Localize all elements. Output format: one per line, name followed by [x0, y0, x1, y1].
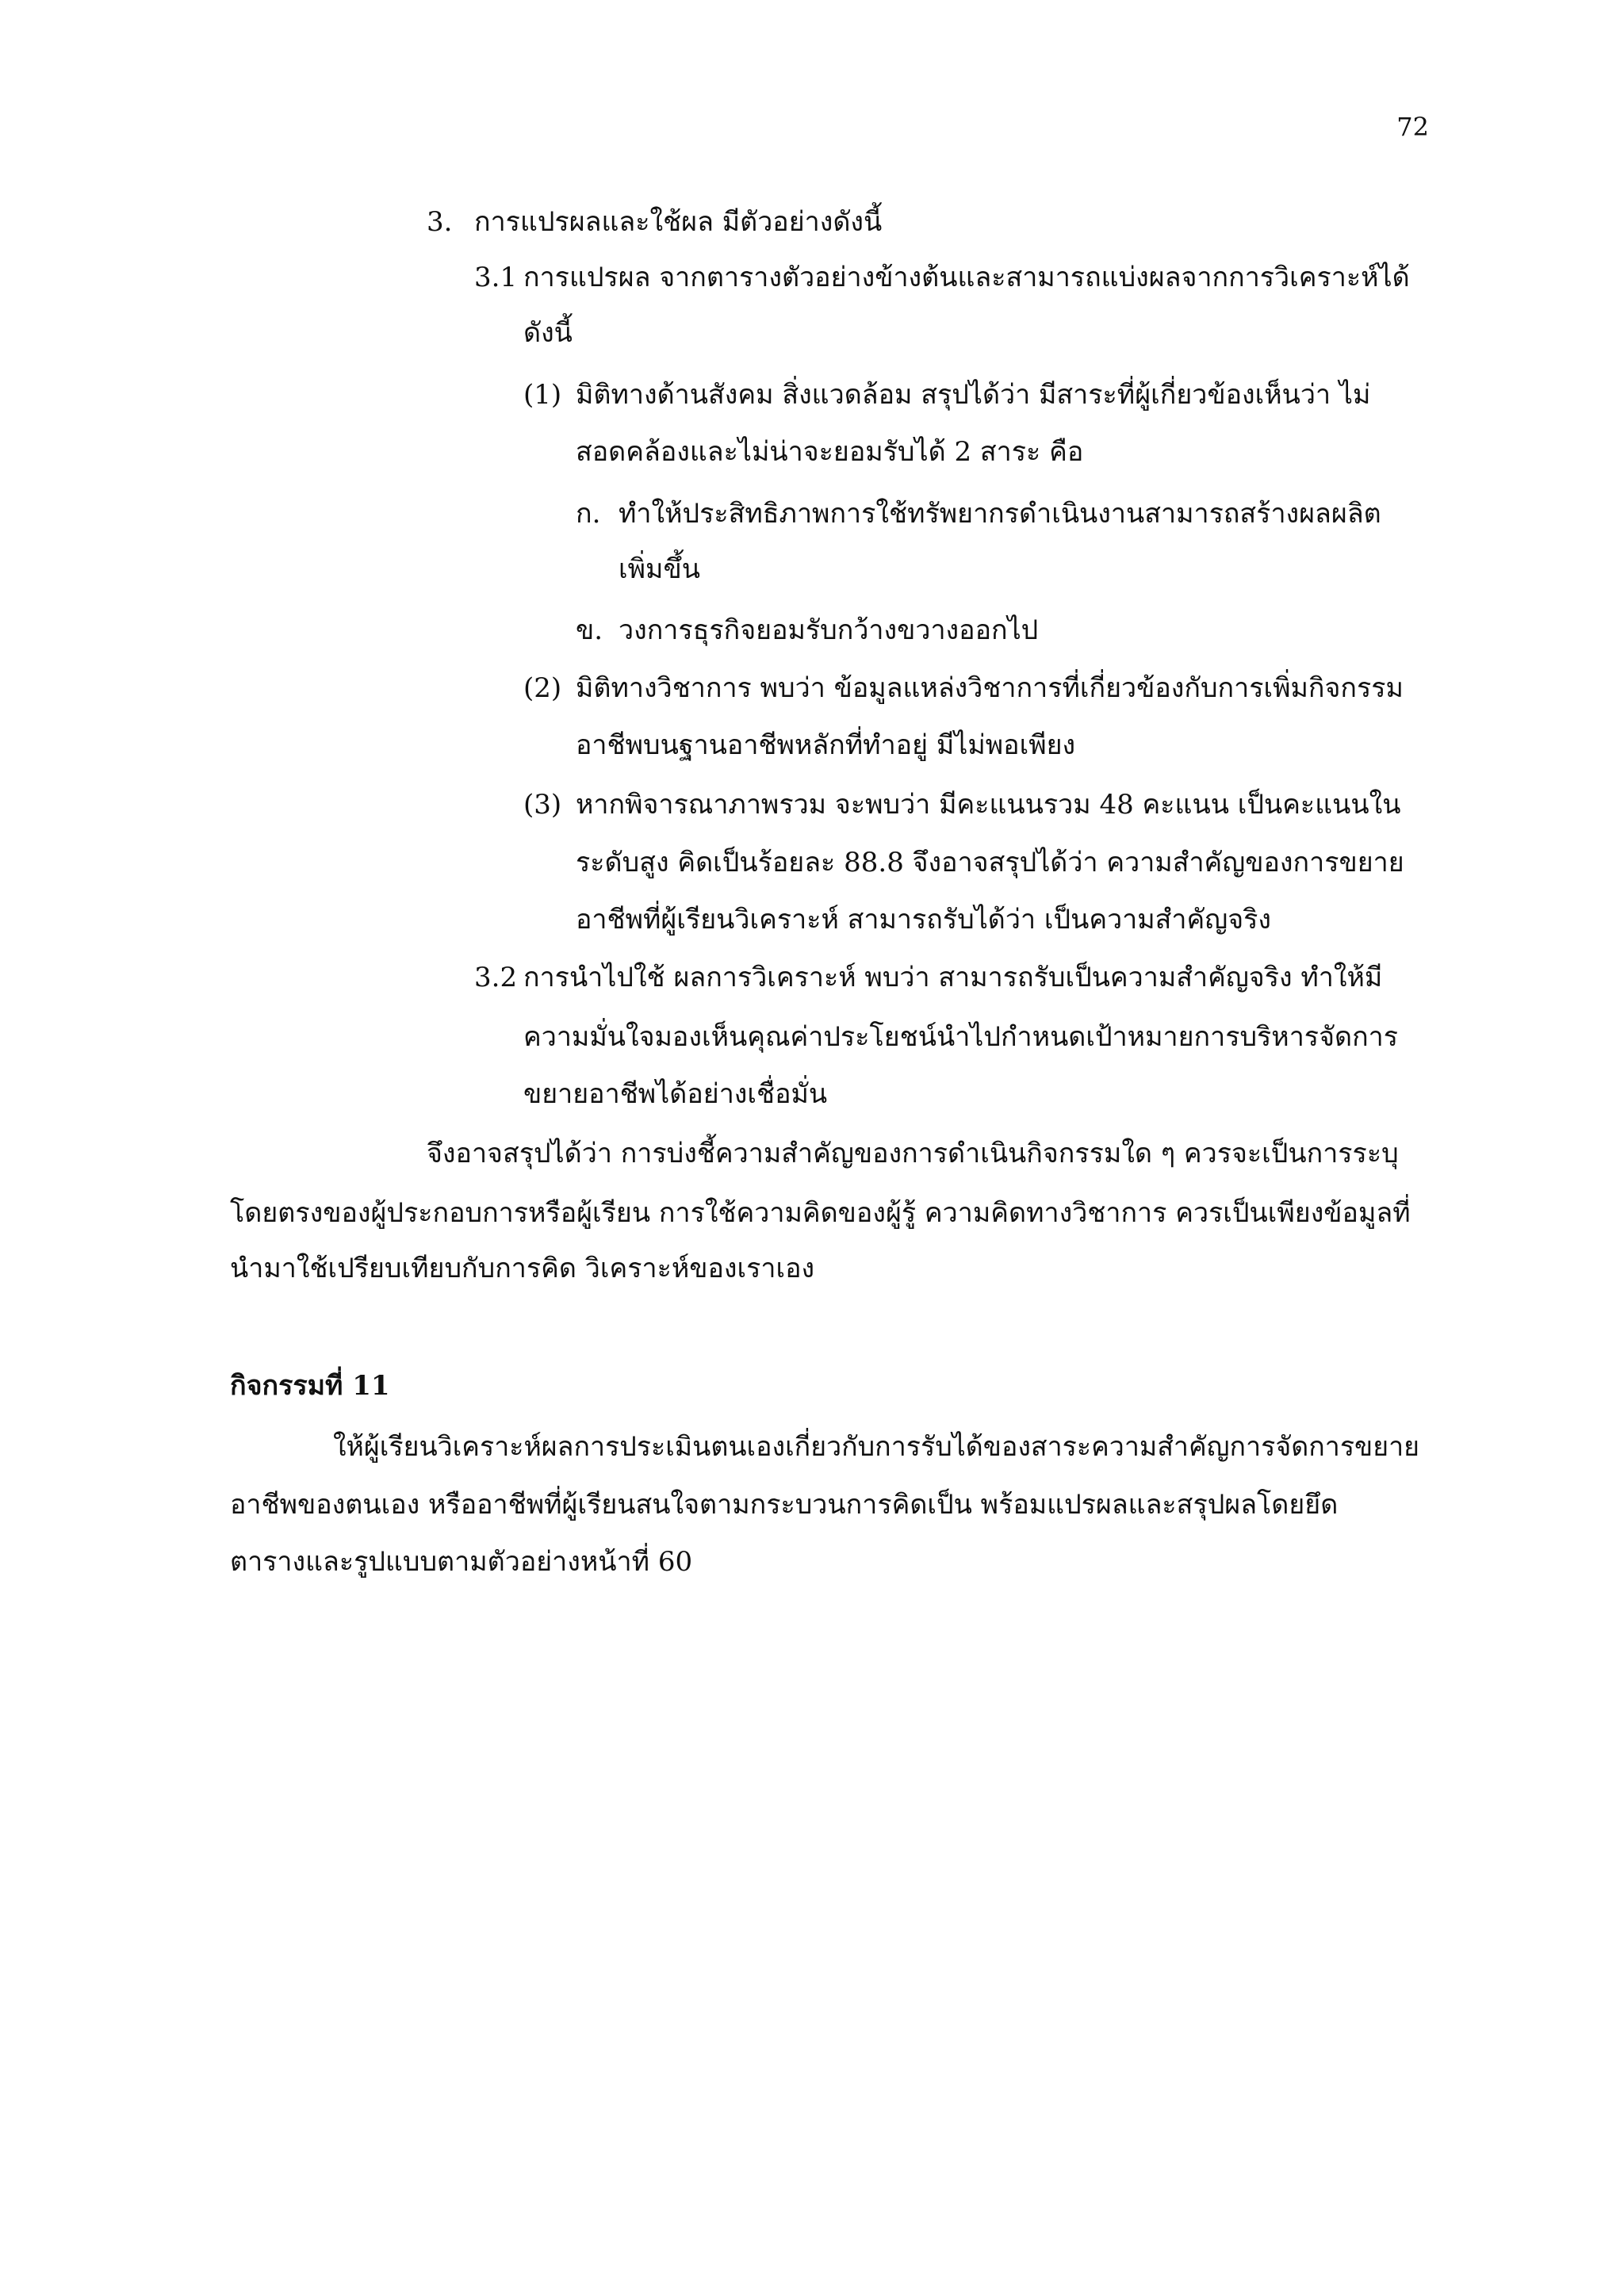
item-2-line-2: อาชีพบนฐานอาชีพหลักที่ทำอยู่ มีไม่พอเพียง	[576, 729, 1076, 761]
section-3-heading: การแปรผลและใช้ผล มีตัวอย่างดังนี้	[474, 206, 883, 238]
subitem-ko-line-1: ทำให้ประสิทธิภาพการใช้ทรัพยากรดำเนินงานสามารถสร้างผลผลิต	[619, 498, 1381, 530]
item-1-line-1: มิติทางด้านสังคม สิ่งแวดล้อม สรุปได้ว่า มีสาระที่ผู้เกี่ยวข้องเห็นว่า ไม่	[576, 379, 1371, 411]
subsection-3-2-marker: 3.2	[474, 962, 518, 993]
item-2-marker: (2)	[523, 672, 562, 704]
conclusion-line-1: จึงอาจสรุปได้ว่า การบ่งชี้ความสำคัญของการดำเนินกิจกรรมใด ๆ ควรจะเป็นการระบุ	[427, 1138, 1399, 1169]
page-number: 72	[1396, 112, 1429, 142]
item-1-line-2: สอดคล้องและไม่น่าจะยอมรับได้ 2 สาระ คือ	[576, 436, 1084, 468]
subsection-3-1-line-2: ดังนี้	[523, 317, 573, 349]
item-3-line-2: ระดับสูง คิดเป็นร้อยละ 88.8 จึงอาจสรุปได้ว่า ความสำคัญของการขยาย	[576, 847, 1404, 878]
subsection-3-1-line-1: การแปรผล จากตารางตัวอย่างข้างต้นและสามารถแบ่งผลจากการวิเคราะห์ได้	[523, 262, 1410, 293]
conclusion-line-3: นำมาใช้เปรียบเทียบกับการคิด วิเคราะห์ของเราเอง	[230, 1253, 815, 1284]
item-3-line-1: หากพิจารณาภาพรวม จะพบว่า มีคะแนนรวม 48 คะแนน เป็นคะแนนใน	[576, 789, 1401, 821]
section-3-marker: 3.	[427, 206, 453, 238]
activity-line-3: ตารางและรูปแบบตามตัวอย่างหน้าที่ 60	[230, 1546, 693, 1578]
subsection-3-2-line-3: ขยายอาชีพได้อย่างเชื่อมั่น	[523, 1078, 828, 1110]
activity-title: กิจกรรมที่ 11	[230, 1370, 390, 1402]
conclusion-line-2: โดยตรงของผู้ประกอบการหรือผู้เรียน การใช้ความคิดของผู้รู้ ความคิดทางวิชาการ ควรเป็นเพียงข้อมูลที่	[230, 1197, 1411, 1229]
subitem-ko-line-2: เพิ่มขึ้น	[619, 553, 700, 585]
subitem-kho-marker: ข.	[576, 614, 603, 646]
item-3-marker: (3)	[523, 789, 562, 821]
item-2-line-1: มิติทางวิชาการ พบว่า ข้อมูลแหล่งวิชาการที่เกี่ยวข้องกับการเพิ่มกิจกรรม	[576, 672, 1404, 704]
subitem-kho-line-1: วงการธุรกิจยอมรับกว้างขวางออกไป	[619, 614, 1039, 646]
activity-line-1: ให้ผู้เรียนวิเคราะห์ผลการประเมินตนเองเกี่ยวกับการรับได้ของสาระความสำคัญการจัดการขยาย	[333, 1431, 1420, 1463]
subsection-3-1-marker: 3.1	[474, 262, 518, 293]
subsection-3-2-line-1: การนำไปใช้ ผลการวิเคราะห์ พบว่า สามารถรับเป็นความสำคัญจริง ทำให้มี	[523, 962, 1383, 993]
subitem-ko-marker: ก.	[576, 498, 601, 530]
item-1-marker: (1)	[523, 379, 562, 411]
activity-line-2: อาชีพของตนเอง หรืออาชีพที่ผู้เรียนสนใจตามกระบวนการคิดเป็น พร้อมแปรผลและสรุปผลโดยยึด	[230, 1489, 1339, 1521]
item-3-line-3: อาชีพที่ผู้เรียนวิเคราะห์ สามารถรับได้ว่า เป็นความสำคัญจริง	[576, 904, 1272, 936]
subsection-3-2-line-2: ความมั่นใจมองเห็นคุณค่าประโยชน์นำไปกำหนดเป้าหมายการบริหารจัดการ	[523, 1021, 1399, 1053]
